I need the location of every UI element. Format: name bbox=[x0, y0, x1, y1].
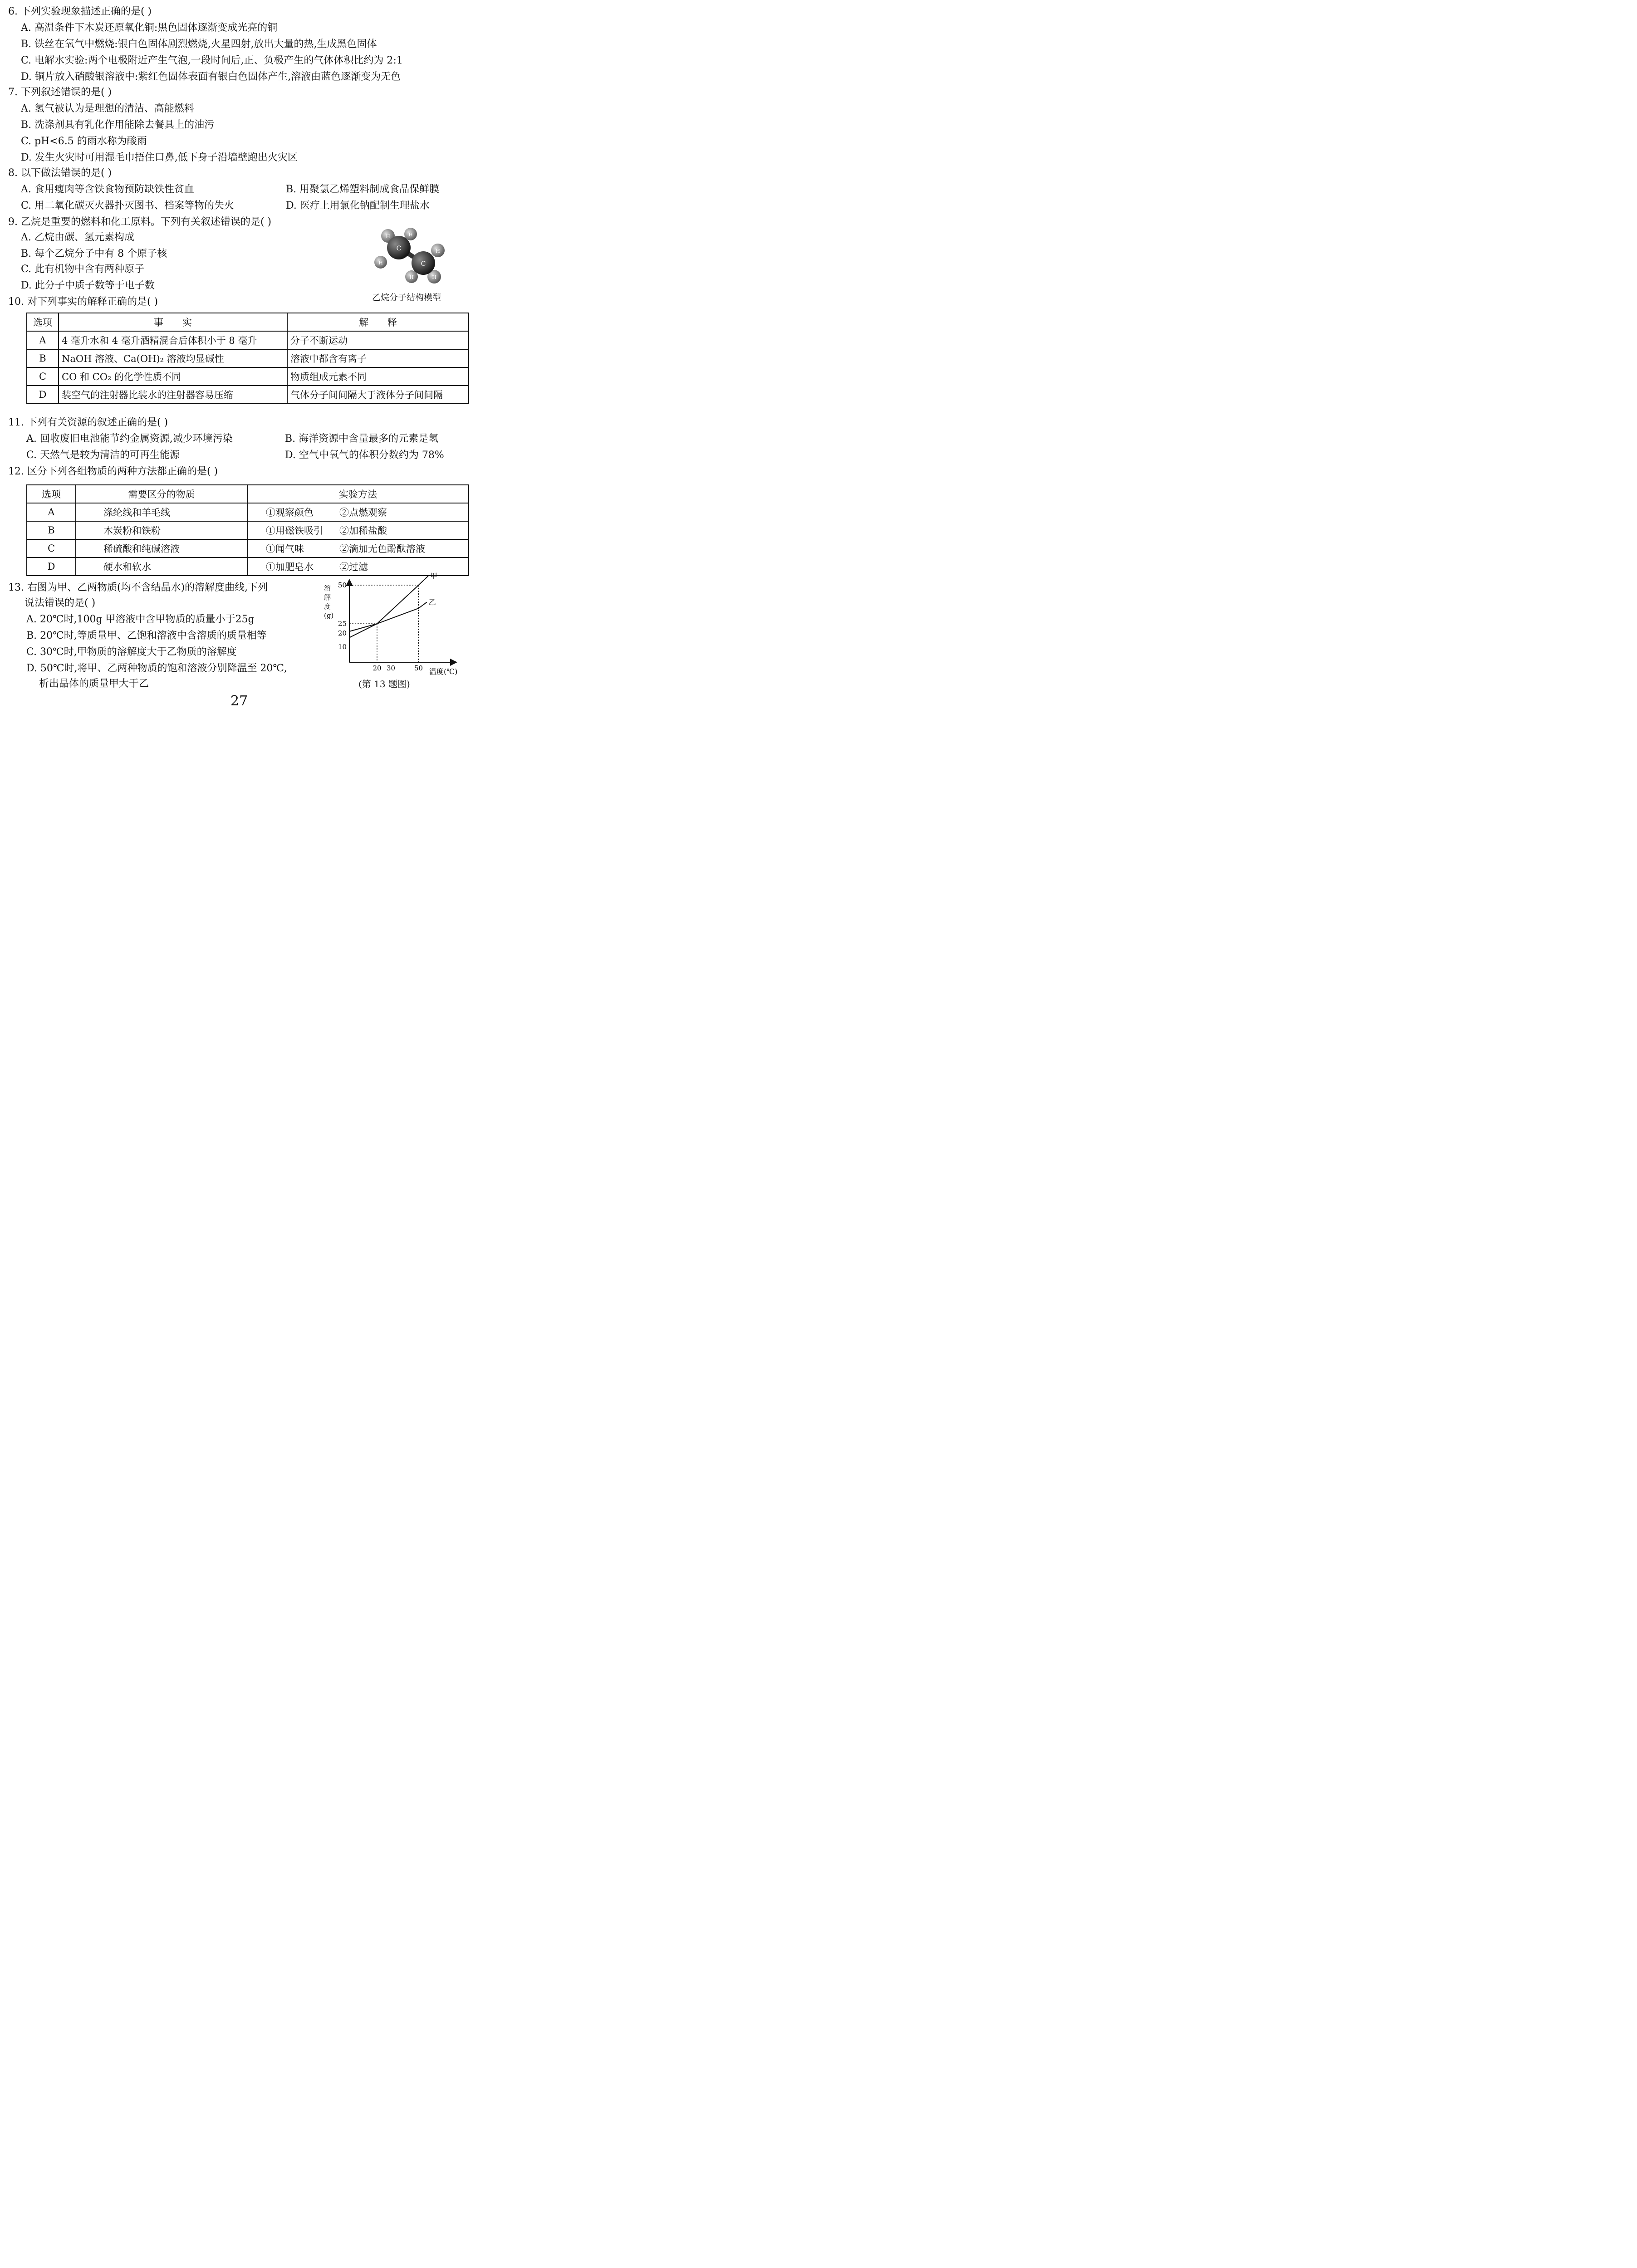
y-tick-label: 10 bbox=[338, 643, 347, 651]
svg-text:H: H bbox=[409, 274, 414, 280]
q6-option-c: C. 电解水实验:两个电极附近产生气泡,一段时间后,正、负极产生的气体体积比约为 2:1 bbox=[21, 55, 403, 66]
q11-option-b: B. 海洋资源中含量最多的元素是氢 bbox=[285, 433, 439, 445]
q6-stem: 6. 下列实验现象描述正确的是( ) bbox=[8, 6, 152, 17]
q8-stem: 8. 以下做法错误的是( ) bbox=[8, 167, 112, 179]
q13-option-d-line1: D. 50℃时,将甲、乙两种物质的饱和溶液分别降温至 20℃, bbox=[26, 663, 288, 674]
q11-option-d: D. 空气中氧气的体积分数约为 78% bbox=[285, 450, 444, 461]
table-row: B NaOH 溶液、Ca(OH)₂ 溶液均显碱性 溶液中都含有离子 bbox=[27, 349, 469, 367]
q13-option-a: A. 20℃时,100g 甲溶液中含甲物质的质量小于25g bbox=[26, 614, 255, 625]
q10-table bbox=[26, 313, 469, 404]
y-axis-label-char: 溶 bbox=[324, 584, 331, 592]
q7-option-a: A. 氢气被认为是理想的清洁、高能燃料 bbox=[21, 103, 194, 114]
series-label: 甲 bbox=[430, 572, 437, 581]
svg-text:H: H bbox=[432, 274, 436, 280]
table-row: C 稀硫酸和纯碱溶液 ①闻气味 ②滴加无色酚酞溶液 bbox=[27, 539, 469, 557]
ethane-molecule-model bbox=[370, 226, 449, 286]
svg-text:H: H bbox=[408, 232, 413, 238]
q7-stem: 7. 下列叙述错误的是( ) bbox=[8, 87, 112, 98]
q9-option-a: A. 乙烷由碳、氢元素构成 bbox=[21, 232, 134, 243]
series-label: 乙 bbox=[428, 598, 436, 607]
y-axis-label-char: 解 bbox=[324, 593, 331, 601]
svg-text:H: H bbox=[436, 248, 440, 254]
y-tick-label: 50 bbox=[338, 581, 347, 589]
q7-option-b: B. 洗涤剂具有乳化作用能除去餐具上的油污 bbox=[21, 119, 215, 131]
q6-option-a: A. 高温条件下木炭还原氧化铜:黑色固体逐渐变成光亮的铜 bbox=[21, 22, 278, 34]
q8-option-d: D. 医疗上用氯化钠配制生理盐水 bbox=[286, 200, 430, 211]
q11-stem: 11. 下列有关资源的叙述正确的是( ) bbox=[8, 417, 168, 428]
q8-option-a: A. 食用瘦肉等含铁食物预防缺铁性贫血 bbox=[21, 184, 194, 195]
q13-stem-line1: 13. 右图为甲、乙两物质(均不含结晶水)的溶解度曲线,下列 bbox=[8, 582, 268, 593]
q13-option-d-line2: 析出晶体的质量甲大于乙 bbox=[39, 678, 149, 689]
q8-option-b: B. 用聚氯乙烯塑料制成食品保鲜膜 bbox=[286, 184, 440, 195]
q7-option-c: C. pH<6.5 的雨水称为酸雨 bbox=[21, 136, 147, 147]
table-row: D 装空气的注射器比装水的注射器容易压缩 气体分子间间隔大于液体分子间间隔 bbox=[27, 386, 469, 404]
chart-caption: (第 13 题图) bbox=[358, 679, 410, 689]
svg-text:C: C bbox=[396, 245, 402, 252]
x-tick-label: 20 bbox=[372, 664, 382, 672]
series-line-2 bbox=[349, 602, 427, 631]
page-number: 27 bbox=[230, 693, 248, 709]
q9-stem: 9. 乙烷是重要的燃料和化工原料。下列有关叙述错误的是( ) bbox=[8, 216, 272, 228]
molecule-caption: 乙烷分子结构模型 bbox=[372, 293, 441, 303]
q9-option-c: C. 此有机物中含有两种原子 bbox=[21, 264, 145, 275]
table-row: B 木炭粉和铁粉 ①用磁铁吸引 ②加稀盐酸 bbox=[27, 521, 469, 539]
q6-option-d: D. 铜片放入硝酸银溶液中:紫红色固体表面有银白色固体产生,溶液由蓝色逐渐变为无色 bbox=[21, 71, 401, 83]
q9-option-d: D. 此分子中质子数等于电子数 bbox=[21, 280, 155, 291]
x-axis-label: 温度(℃) bbox=[429, 667, 458, 676]
x-tick-label: 30 bbox=[386, 664, 396, 672]
svg-text:C: C bbox=[421, 260, 426, 268]
x-tick-label: 50 bbox=[414, 664, 423, 672]
q10-stem: 10. 对下列事实的解释正确的是( ) bbox=[8, 296, 158, 308]
y-axis-label-char: 度 bbox=[324, 602, 331, 611]
q13-option-c: C. 30℃时,甲物质的溶解度大于乙物质的溶解度 bbox=[26, 646, 237, 658]
q12-table bbox=[26, 484, 469, 576]
q12-stem: 12. 区分下列各组物质的两种方法都正确的是( ) bbox=[8, 466, 218, 477]
q11-option-a: A. 回收废旧电池能节约金属资源,减少环境污染 bbox=[26, 433, 233, 445]
q11-option-c: C. 天然气是较为清洁的可再生能源 bbox=[26, 450, 180, 461]
y-axis-label-char: (g) bbox=[324, 611, 334, 620]
y-tick-label: 25 bbox=[338, 620, 347, 628]
q13-stem-line2: 说法错误的是( ) bbox=[25, 597, 96, 609]
table-row: D 硬水和软水 ①加肥皂水 ②过滤 bbox=[27, 557, 469, 576]
q6-option-b: B. 铁丝在氧气中燃烧:银白色固体剧烈燃烧,火星四射,放出大量的热,生成黑色固体 bbox=[21, 39, 377, 50]
q8-option-c: C. 用二氧化碳灭火器扑灭图书、档案等物的失火 bbox=[21, 200, 235, 211]
solubility-curve-chart bbox=[318, 572, 463, 679]
svg-text:H: H bbox=[378, 260, 383, 266]
table-header-row: 选项 需要区分的物质 实验方法 bbox=[27, 485, 469, 503]
svg-text:H: H bbox=[386, 234, 390, 240]
q13-option-b: B. 20℃时,等质量甲、乙饱和溶液中含溶质的质量相等 bbox=[26, 630, 267, 641]
table-row: A 4 毫升水和 4 毫升酒精混合后体积小于 8 毫升 分子不断运动 bbox=[27, 331, 469, 349]
table-row: A 涤纶线和羊毛线 ①观察颜色 ②点燃观察 bbox=[27, 503, 469, 521]
q9-option-b: B. 每个乙烷分子中有 8 个原子核 bbox=[21, 248, 167, 259]
table-header-row: 选项 事 实 解 释 bbox=[27, 313, 469, 331]
table-row: C CO 和 CO₂ 的化学性质不同 物质组成元素不同 bbox=[27, 367, 469, 386]
q7-option-d: D. 发生火灾时可用湿毛巾捂住口鼻,低下身子沿墙壁跑出火灾区 bbox=[21, 152, 298, 163]
y-tick-label: 20 bbox=[338, 629, 347, 637]
